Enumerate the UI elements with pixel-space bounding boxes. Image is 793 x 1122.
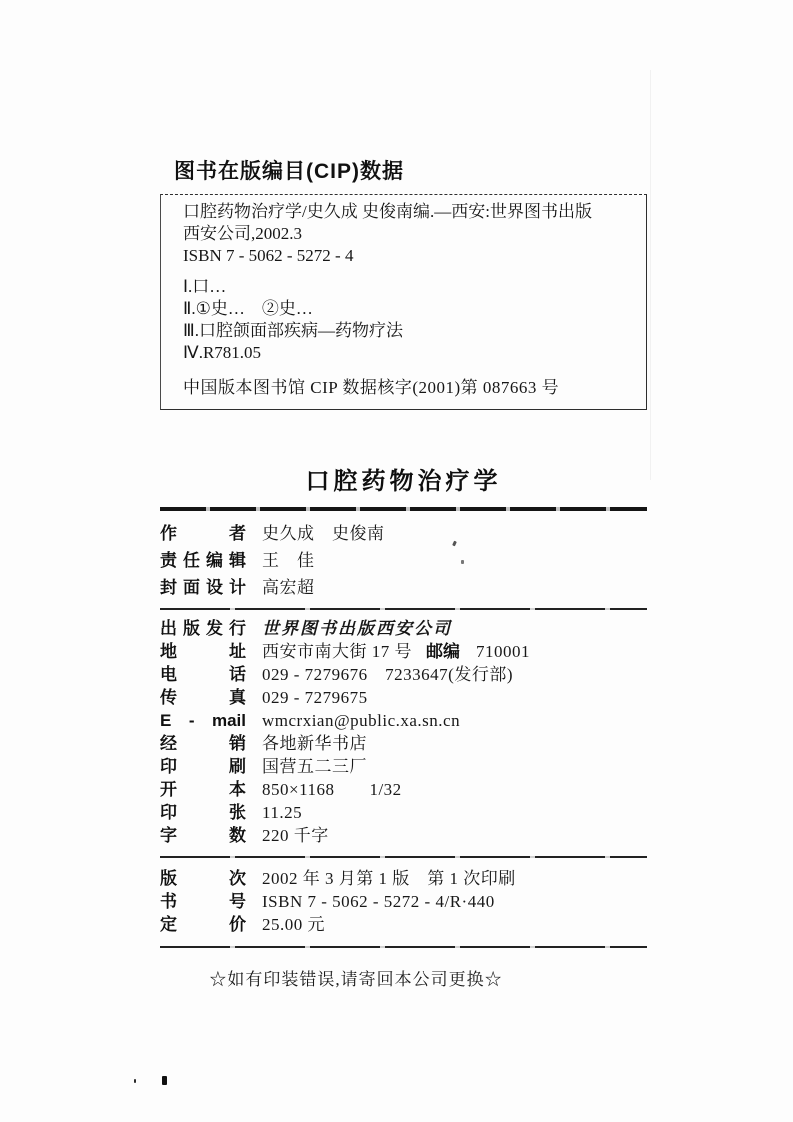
cip-description-line: 口腔药物治疗学/史久成 史俊南编.—西安:世界图书出版 — [183, 202, 592, 221]
sheets-value: 11.25 — [262, 802, 303, 822]
publisher-name: 世界图书出版西安公司 — [262, 618, 452, 638]
publishing-label: 传真 — [160, 687, 246, 707]
cip-isbn-line: ISBN 7 - 5062 - 5272 - 4 — [183, 246, 354, 265]
section-rule — [160, 608, 647, 610]
edition-label: 定价 — [160, 914, 246, 934]
cip-record-number: 中国版本图书馆 CIP 数据核字(2001)第 087663 号 — [183, 378, 560, 397]
edition-row-isbn — [160, 891, 647, 913]
fax-value: 029 - 7279675 — [262, 687, 368, 707]
credit-value: 高宏超 — [262, 577, 315, 597]
postcode-value: 710001 — [476, 641, 530, 661]
publishing-row-fax — [160, 687, 647, 709]
postcode-label: 邮编 — [426, 641, 460, 661]
edition-label: 书号 — [160, 891, 246, 911]
credit-label: 作者 — [160, 523, 246, 543]
publishing-label: 经销 — [160, 733, 246, 753]
publishing-row-email — [160, 710, 647, 732]
section-rule — [160, 946, 647, 948]
wordcount-value: 220 千字 — [262, 825, 329, 845]
publishing-row-wordcount — [160, 825, 647, 847]
cip-box — [160, 194, 647, 410]
book-title: 口腔药物治疗学 — [305, 468, 502, 495]
publishing-row-phone — [160, 664, 647, 686]
distribution-value: 各地新华书店 — [262, 733, 367, 753]
edition-section — [160, 868, 647, 936]
credit-row-author — [160, 523, 647, 545]
email-value: wmcrxian@public.xa.sn.cn — [262, 710, 461, 730]
scan-speck — [162, 1076, 167, 1085]
scan-speck — [134, 1079, 136, 1083]
publishing-row-publisher — [160, 618, 647, 640]
cip-description-line: 西安公司,2002.3 — [183, 224, 302, 243]
cip-classification-line: Ⅲ.口腔颌面部疾病—药物疗法 — [183, 321, 403, 340]
colophon-content — [160, 155, 647, 990]
publishing-label: 电话 — [160, 664, 246, 684]
publishing-label: E - mail — [160, 710, 246, 730]
publishing-row-address — [160, 641, 647, 663]
exchange-note: ☆如有印装错误,请寄回本公司更换☆ — [209, 969, 503, 989]
edition-row-edition — [160, 868, 647, 890]
edition-value: 2002 年 3 月第 1 版 第 1 次印刷 — [262, 868, 516, 888]
publishing-row-printer — [160, 756, 647, 778]
publisher-address: 西安市南大街 17 号 — [262, 641, 412, 661]
publishing-label: 印张 — [160, 802, 246, 822]
price-value: 25.00 元 — [262, 914, 325, 934]
credits-section — [160, 523, 647, 599]
scan-speck — [461, 560, 464, 564]
edition-label: 版次 — [160, 868, 246, 888]
cip-classification-line: Ⅰ.口… — [183, 277, 227, 296]
publishing-row-sheets — [160, 802, 647, 824]
isbn-value: ISBN 7 - 5062 - 5272 - 4/R·440 — [262, 891, 495, 911]
title-rule — [160, 507, 647, 511]
phone-value: 029 - 7279676 7233647(发行部) — [262, 664, 513, 684]
publishing-label: 印刷 — [160, 756, 246, 776]
publishing-row-format — [160, 779, 647, 801]
credit-value: 王 佳 — [262, 550, 315, 570]
cip-heading: 图书在版编目(CIP)数据 — [174, 160, 404, 183]
credit-value: 史久成 史俊南 — [262, 523, 385, 543]
credit-row-cover-design — [160, 577, 647, 599]
publishing-row-distribution — [160, 733, 647, 755]
publishing-label: 出版发行 — [160, 618, 246, 638]
section-rule — [160, 856, 647, 858]
printer-value: 国营五二三厂 — [262, 756, 367, 776]
credit-label: 责任编辑 — [160, 550, 246, 570]
format-value: 850×1168 1/32 — [262, 779, 402, 799]
cip-classification-line: Ⅱ.①史… ②史… — [183, 299, 313, 318]
publishing-label: 开本 — [160, 779, 246, 799]
publishing-label: 地址 — [160, 641, 246, 661]
credit-label: 封面设计 — [160, 577, 246, 597]
edition-row-price — [160, 914, 647, 936]
scan-artifact-line — [650, 70, 651, 480]
publishing-section — [160, 618, 647, 847]
cip-classification-line: Ⅳ.R781.05 — [183, 343, 262, 362]
credit-row-editor — [160, 550, 647, 572]
publishing-label: 字数 — [160, 825, 246, 845]
